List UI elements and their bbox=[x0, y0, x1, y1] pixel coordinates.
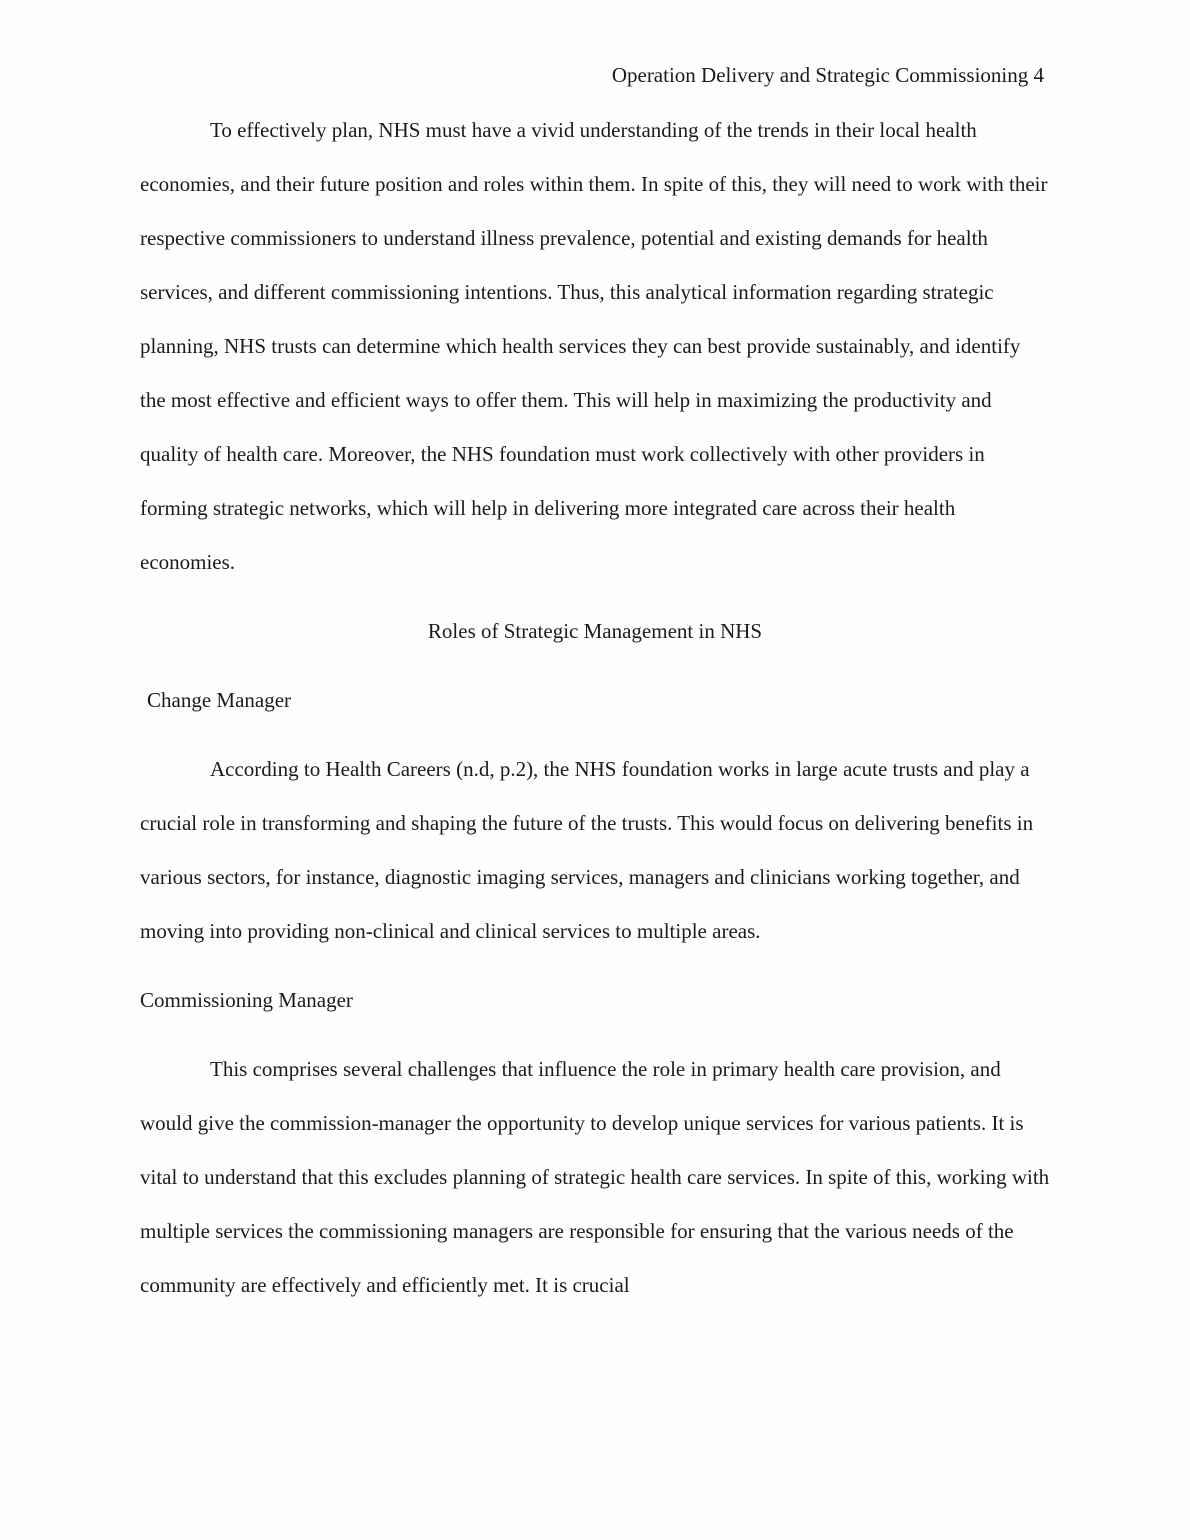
subheading-change-manager: Change Manager bbox=[147, 688, 292, 712]
section-heading-roles: Roles of Strategic Management in NHS bbox=[427, 619, 763, 643]
paragraph-commissioning-manager: This comprises several challenges that influence the role in primary health care provision, and would give the commission-manager the opportunity to develop unique services for various patients. It is vital to understand that this excludes planning of strategic health care services. In spite of this, working with multiple services the commissioning managers are responsible for ensuring that the various needs of the community are effectively and efficiently met. It is crucial bbox=[140, 1057, 1050, 1297]
page-header bbox=[140, 62, 1044, 88]
paragraph-strategic-planning: To effectively plan, NHS must have a vivid understanding of the trends in their local health economies, and their future position and roles within them. In spite of this, they will need to work with their respective commissioners to understand illness prevalence, potential and existing demands for health services, and different commissioning intentions. Thus, this analytical information regarding strategic planning, NHS trusts can determine which health services they can best provide sustainably, and identify the most effective and efficient ways to offer them. This will help in maximizing the productivity and quality of health care. Moreover, the NHS foundation must work collectively with other providers in forming strategic networks, which will help in delivering more integrated care across their health economies. bbox=[140, 118, 1048, 574]
subheading-commissioning-manager: Commissioning Manager bbox=[140, 988, 353, 1012]
page-body bbox=[140, 103, 1050, 1312]
running-head: Operation Delivery and Strategic Commissioning 4 bbox=[611, 63, 1044, 87]
paragraph-change-manager: According to Health Careers (n.d, p.2), the NHS foundation works in large acute trusts and play a crucial role in transforming and shaping the future of the trusts. This would focus on delivering benefits in various sectors, for instance, diagnostic imaging services, managers and clinicians working together, and moving into providing non-clinical and clinical services to multiple areas. bbox=[140, 757, 1034, 943]
